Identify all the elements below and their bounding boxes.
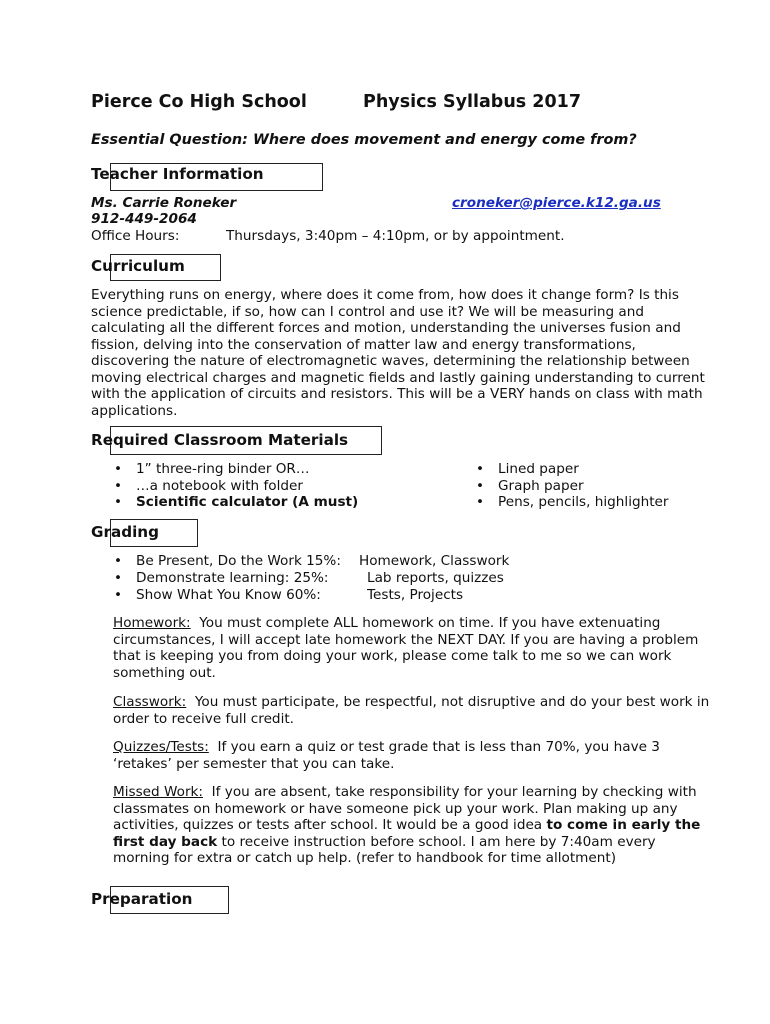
classwork-title: Classwork: (113, 694, 187, 710)
bullet-icon: • (114, 587, 123, 603)
curriculum-line: science predictable, if so, how can I control and use it? We will be measuring and (91, 303, 644, 320)
curriculum-line: moving electrical charges and magnetic fields and lastly gaining understanding to current (91, 369, 705, 386)
bullet-icon: • (476, 461, 485, 477)
grading-detail: Tests, Projects (367, 587, 464, 603)
curriculum-line: Everything runs on energy, where does it come from, how does it change form? Is this (91, 287, 679, 303)
office-hours-value: Thursdays, 3:40pm – 4:10pm, or by appointment. (226, 228, 565, 244)
curriculum-paragraph (91, 287, 705, 419)
bullet-icon: • (114, 494, 123, 510)
curriculum-heading: Curriculum (91, 257, 185, 275)
missed-work-policy: Missed Work: If you are absent, take responsibility for your learning by checking with classmates on homework or have someone pick up your work. Plan making up any activities, quizzes or tests after school. It would be a good idea to come in early the first day back to receive instruction before school. I am here by 7:40am every morning for extra or catch up help. (refer to handbook for time allotment) (113, 784, 701, 866)
quizzes-policy: Quizzes/Tests: If you earn a quiz or test grade that is less than 70%, you have 3 ‘retakes’ per semester that you can take. (113, 739, 660, 772)
curriculum-line: discovering the nature of electromagnetic waves, determining the relationship between (91, 353, 690, 369)
preparation-heading: Preparation (91, 890, 193, 908)
syllabus-page: Pierce Co High School Physics Syllabus 2017 Essential Question: Where does movement and energy come from? Teacher Information Ms. Carrie Roneker croneker@pierce.k12.ga.us 912-449-2064 Office Hours: Thursdays, 3:40pm – 4:10pm, or by appointment. Curriculum Everything runs on energy, where does it come from, how does it change form? Is this science predictable, if so, how can I control and use it? We will be measuring and calculating all the different forces and motion, understanding the universes fusion and fission, delving into the conservation of matter law and energy transformations, discovering the nature of electromagnetic waves, determining the relationship between moving electrical charges and magnetic fields and lastly gaining understanding to current with the application of circuits and resistors. This will be a VERY hands on class with math applications. Required Classroom Materials • 1” three-ring binder OR… • …a notebook with folder • Scientific calculator (A must) • Lined paper • Graph paper • Pens, pencils, highlighter Grading • Be Present, Do the Work 15%: Homework, Classwork • Demonstrate learning: 25%: Lab reports, quizzes • Show What You Know 60%: Tests, Projects Homework: You must complete ALL homework on time. If you have extenuating circumstances, I will accept late homework the NEXT DAY. If you are having a problem that is keeping you from doing your work, please come talk to me so we can work something out. Classwork: You must participate, be respectful, not disruptive and do your best work in order to receive full credit. Quizzes/Tests: If you earn a quiz or test grade that is less than 70%, you have 3 ‘retakes’ per semester that you can take. Missed Work: If you are absent, take responsibility for your learning by checking with classmates on homework or have someone pick up your work. Plan making up any activities, quizzes or tests after school. It would be a good idea to come in early the first day back to receive instruction before school. I am here by 7:40am every morning for extra or catch up help. (refer to handbook for time allotment) Preparation (0, 0, 770, 1024)
curriculum-line: with the application of circuits and resistors. This will be a VERY hands on class with math (91, 386, 703, 402)
bullet-icon: • (114, 553, 123, 569)
quizzes-title: Quizzes/Tests: (113, 739, 209, 755)
teacher-phone: 912-449-2064 (91, 211, 197, 227)
missed-work-title: Missed Work: (113, 784, 203, 800)
course-title: Physics Syllabus 2017 (363, 92, 582, 112)
materials-heading: Required Classroom Materials (91, 431, 349, 449)
grading-heading: Grading (91, 523, 159, 541)
bullet-icon: • (476, 494, 485, 510)
bullet-icon: • (476, 478, 485, 494)
teacher-heading: Teacher Information (91, 165, 264, 183)
teacher-name: Ms. Carrie Roneker (91, 195, 237, 211)
homework-title: Homework: (113, 615, 191, 631)
school-name: Pierce Co High School (91, 92, 307, 112)
curriculum-line: calculating all the different forces and motion, understanding the universes fusion and (91, 320, 681, 336)
homework-policy: Homework: You must complete ALL homework on time. If you have extenuating circumstances, I will accept late homework the NEXT DAY. If you are having a problem that is keeping you from doing your work, please come talk to me so we can work something out. (113, 615, 699, 681)
bullet-icon: • (114, 478, 123, 494)
curriculum-line: fission, delving into the conservation of matter law and energy transformations, (91, 336, 636, 353)
grading-detail: Homework, Classwork (359, 553, 510, 569)
bullet-icon: • (114, 570, 123, 586)
curriculum-line: applications. (91, 402, 178, 419)
bullet-icon: • (114, 461, 123, 477)
office-hours-label: Office Hours: (91, 228, 180, 244)
grading-detail: Lab reports, quizzes (367, 570, 504, 586)
classwork-policy: Classwork: You must participate, be respectful, not disruptive and do your best work in order to receive full credit. (113, 694, 710, 727)
teacher-email-link[interactable]: croneker@pierce.k12.ga.us (452, 195, 661, 211)
essential-question: Essential Question: Where does movement and energy come from? (91, 132, 637, 148)
